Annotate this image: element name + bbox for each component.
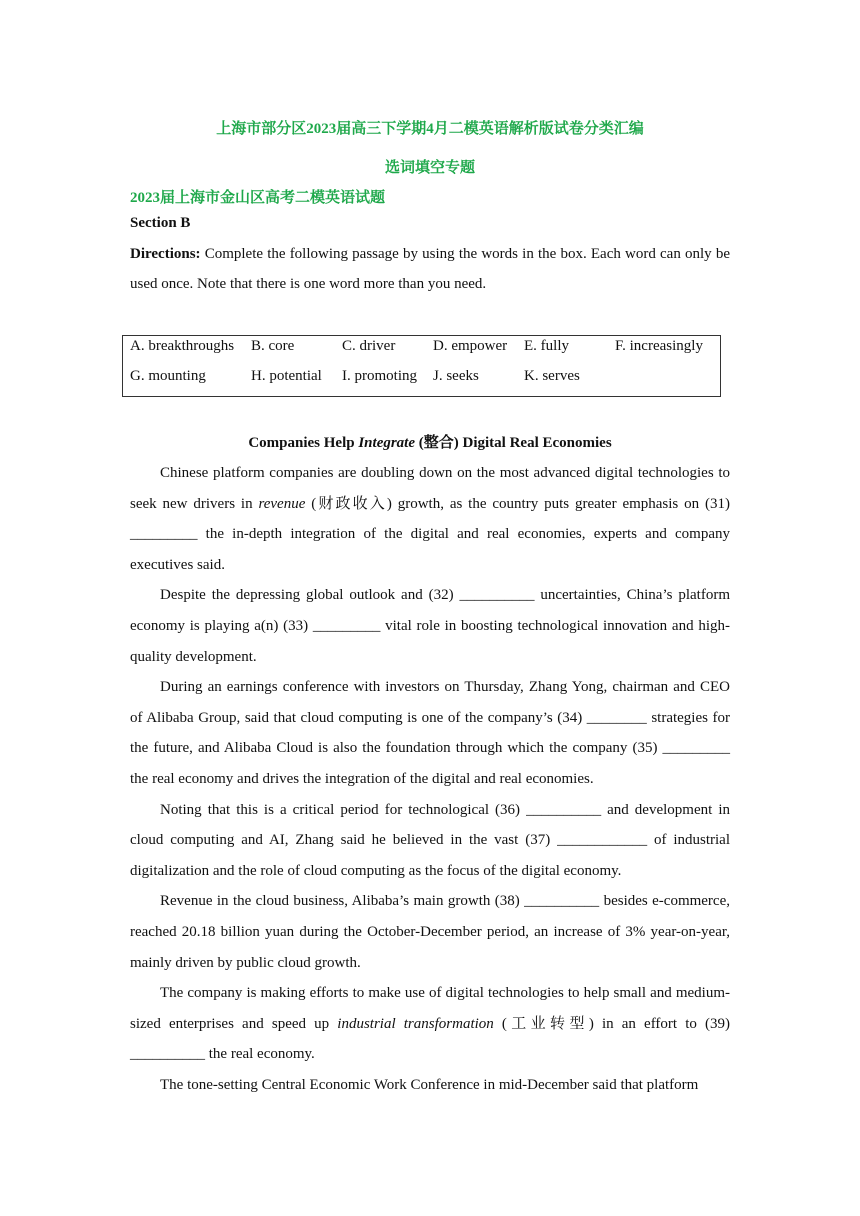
word-option: J. seeks [433,368,479,384]
word-option: C. driver [342,338,396,354]
article-title-italic: Integrate [358,435,416,451]
document-subtitle: 选词填空专题 [384,160,475,176]
word-box [122,335,721,397]
paragraph: Revenue in the cloud business, Alibaba’s main growth (38) __________ besides e-commerce, reached 20.18 billion yuan during the October-December period, an increase of 3% year-on-year, mainly driven by public cloud growth. [130,893,730,971]
paragraph-text: Chinese platform companies are doubling down on the most advanced digital technologies to seek new drivers in [130,465,730,512]
word-option: E. fully [524,338,569,354]
word-option: D. empower [433,338,508,354]
document-title: 上海市部分区2023届高三下学期4月二模英语解析版试卷分类汇编 [216,121,644,137]
paragraph: Despite the depressing global outlook and (32) __________ uncertainties, China’s platform economy is playing a(n) (33) _________ vital role in boosting technological innovation and high-quality development. [130,587,730,665]
directions-label: Directions: [130,246,201,262]
exam-heading: 2023届上海市金山区高考二模英语试题 [130,190,386,206]
article-title-part: (整合) Digital Real Economies [415,435,612,451]
word-option: K. serves [524,368,580,384]
word-option: I. promoting [342,368,417,384]
article-title [130,431,730,452]
word-option: F. increasingly [615,338,703,354]
word-option: A. breakthroughs [130,338,235,354]
paragraph: The tone-setting Central Economic Work Conference in mid-December said that platform [160,1076,699,1093]
paragraph [130,978,730,1070]
paragraph [130,458,730,580]
word-option: H. potential [251,368,322,384]
word-option: B. core [251,338,295,354]
section-label: Section B [130,215,191,231]
directions [130,239,730,299]
directions-text: Complete the following passage by using the words in the box. Each word can only be used once. Note that there is one word more than you need. [130,246,730,292]
paragraph-text: (工业转型) in an effort to (39) __________ the real economy. [130,1015,731,1063]
paragraph-text: The company is making efforts to make use of digital technologies to help small and medium-sized enterprises and speed up [130,985,730,1032]
article-body [130,458,730,1100]
paragraph-italic: revenue [258,495,306,512]
paragraph-text: (财政收入) growth, as the country puts greater emphasis on (31) _________ the in-depth integration of the digital and real economies, experts and company executives said. [130,495,731,573]
paragraph: During an earnings conference with investors on Thursday, Zhang Yong, chairman and CEO of Alibaba Group, said that cloud computing is one of the company’s (34) ________ strategies for the future, and Alibaba Cloud is also the foundation through which the company (35) _________ the real economy and drives the integration of the digital and real economies. [130,679,730,787]
word-option: G. mounting [130,368,206,384]
paragraph: Noting that this is a critical period for technological (36) __________ and development in cloud computing and AI, Zhang said he believed in the vast (37) ____________ of industrial digitalization and the role of cloud computing as the focus of the digital economy. [130,801,730,879]
article-title-part: Companies Help [248,435,359,451]
paragraph-italic: industrial transformation [337,1015,494,1032]
